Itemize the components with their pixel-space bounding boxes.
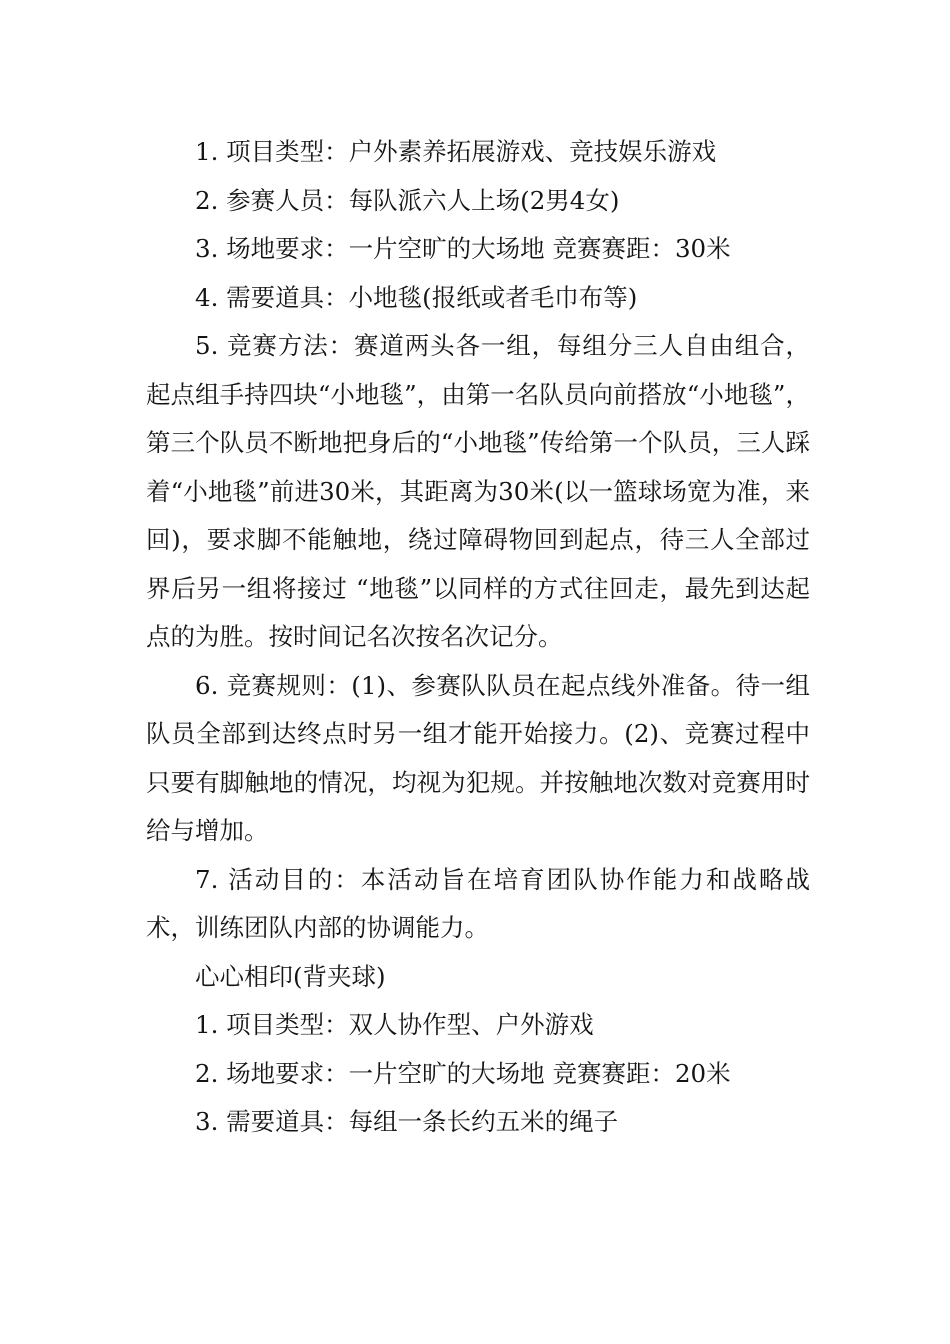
paragraph-project-type: 1. 项目类型：户外素养拓展游戏、竞技娱乐游戏 [195, 137, 717, 166]
paragraph-competition-method: 5. 竞赛方法：赛道两头各一组，每组分三人自由组合，起点组手持四块“小地毯”，由第一名队员向前搭放“小地毯”，第三个队员不断地把身后的“小地毯”传给第一个队员，三人踩着“小地毯”前进30米，其距离为30米(以一篮球场宽为准，来回)，要求脚不能触地，绕过障碍物回到起点，待三人全部过界后另一组将接过 “地毯”以同样的方式往回走，最先到达起点的为胜。按时间记名次按名次记分。 [146, 331, 810, 651]
paragraph-required-props: 4. 需要道具：小地毯(报纸或者毛巾布等) [195, 282, 638, 312]
section-heading-game-title: 心心相印(背夹球) [195, 961, 386, 991]
paragraph-venue-requirements: 3. 场地要求：一片空旷的大场地 竞赛赛距：30米 [195, 234, 731, 263]
paragraph-activity-purpose: 7. 活动目的：本活动旨在培育团队协作能力和战略战术，训练团队内部的协调能力。 [146, 864, 810, 942]
paragraph-competition-rules: 6. 竞赛规则：(1)、参赛队队员在起点线外准备。待一组队员全部到达终点时另一组才能开始接力。(2)、竞赛过程中只要有脚触地的情况，均视为犯规。并按触地次数对竞赛用时给与增加。 [146, 670, 810, 845]
paragraph-participants: 2. 参赛人员：每队派六人上场(2男4女) [195, 185, 620, 215]
paragraph-game2-required-props: 3. 需要道具：每组一条长约五米的绳子 [195, 1107, 619, 1136]
paragraph-game2-venue-requirements: 2. 场地要求：一片空旷的大场地 竞赛赛距：20米 [195, 1058, 731, 1088]
paragraph-game2-project-type: 1. 项目类型：双人协作型、户外游戏 [195, 1010, 594, 1039]
document-body [146, 128, 810, 1147]
